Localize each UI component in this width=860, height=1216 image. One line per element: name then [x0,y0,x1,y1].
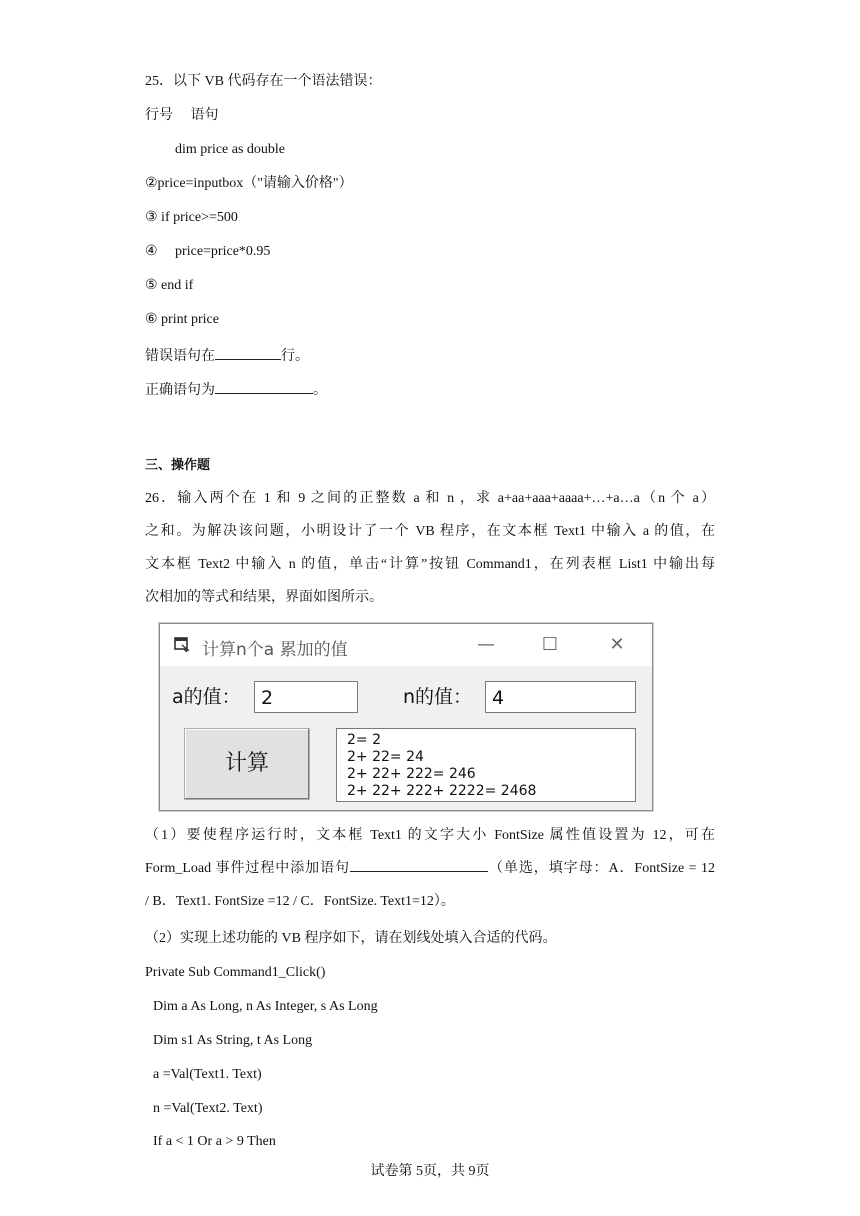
list1-listbox[interactable] [336,728,636,802]
sub1-line-2 [145,852,715,885]
list-item[interactable]: 2+ 22= 24 [347,749,424,765]
label-a: a的值： [172,686,241,708]
sub1-line-3: / B．Text1. FontSize =12 / C．FontSize. Text1=12）。 [145,894,455,909]
q26-intro-line-1: 26．输入两个在 1 和 9 之间的正整数 a 和 n ，求 a+aa+aaa+aaaa+…+a…a（n 个 a） [145,491,715,506]
error-line-question [145,345,309,366]
vb-code-line: Dim s1 As String, t As Long [153,1033,313,1048]
title-bar [160,624,652,666]
q26-intro-line-4: 次相加的等式和结果，界面如图所示。 [145,590,383,605]
vb-code-line: a =Val(Text1. Text) [153,1067,262,1082]
list-item[interactable]: 2+ 22+ 222+ 2222= 2468 [347,783,537,799]
code-line-5: ⑤ end if [145,278,194,293]
vb-code-line: Dim a As Long, n As Integer, s As Long [153,999,378,1014]
vb-code-line: Private Sub Command1_Click() [145,965,326,980]
q26-intro [145,482,715,614]
sub1-line-2b: （单选，填字母：A．FontSize = 12 [488,861,715,876]
vb-code-line: n =Val(Text2. Text) [153,1101,263,1116]
list-item[interactable]: 2+ 22+ 222= 246 [347,766,476,782]
code-line-3: ③ if price>=500 [145,210,238,225]
section-title: 三、操作题 [145,458,211,473]
close-icon[interactable]: ✕ [609,634,625,655]
sub1-line-2a: Form_Load 事件过程中添加语句 [145,861,350,876]
correct-suffix: 。 [313,383,327,398]
q26-sub2: （2）实现上述功能的 VB 程序如下，请在划线处填入合适的代码。 [145,931,557,946]
q25-title: 25．以下 VB 代码存在一个语法错误： [145,74,382,89]
text2-input[interactable]: 4 [485,681,636,713]
error-line-prefix: 错误语句在 [145,349,215,364]
maximize-icon[interactable]: ☐ [541,634,559,655]
q26-sub1 [145,819,715,918]
correct-prefix: 正确语句为 [145,383,215,398]
code-line-4: ④ price=price*0.95 [145,244,271,259]
error-line-suffix: 行。 [281,349,309,364]
q26-intro-line-3: 文本框 Text2 中输入 n 的值，单击“计算”按钮 Command1，在列表框 List1 中输出每 [145,557,715,572]
code-line-2: ②price=inputbox（"请输入价格"） [145,176,353,191]
minimize-icon[interactable]: — [477,634,495,655]
code-line-6: ⑥ print price [145,312,219,327]
correct-statement-blank[interactable] [215,379,313,394]
q26-intro-line-2: 之和。为解决该问题，小明设计了一个 VB 程序，在文本框 Text1 中输入 a 的值，在 [145,524,715,539]
calculate-button[interactable]: 计算 [184,728,310,800]
label-n: n的值： [403,686,473,708]
list-item[interactable]: 2= 2 [347,732,381,748]
form-icon [174,636,190,652]
page-footer: 试卷第 5页，共 9页 [370,1164,490,1179]
error-line-blank[interactable] [215,345,281,360]
vb-code-line: If a < 1 Or a > 9 Then [153,1134,276,1149]
sub1-line-1: （1）要使程序运行时，文本框 Text1 的文字大小 FontSize 属性值设置为 12，可在 [145,828,715,843]
q25-header: 行号 语句 [145,108,219,123]
text1-input[interactable]: 2 [254,681,358,713]
code-line-1: dim price as double [175,142,286,157]
window-title: 计算n个a 累加的值 [202,640,348,660]
fontsize-answer-blank[interactable] [350,857,488,872]
correct-statement-question [145,379,327,400]
vb-form-window [159,623,653,811]
